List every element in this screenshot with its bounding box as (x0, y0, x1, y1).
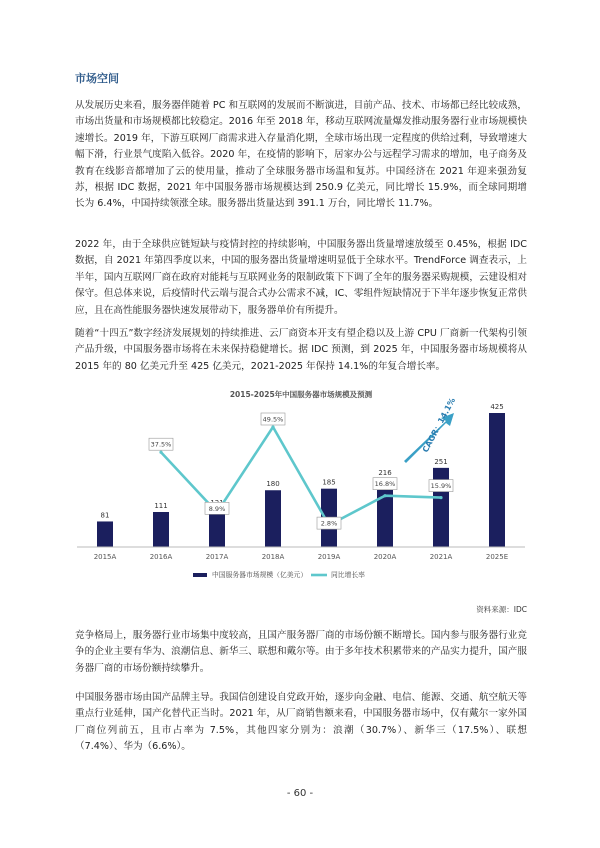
paragraph-forecast: 随着“十四五”数字经济发展规划的持续推进、云厂商资本开支有望企稳以及上游 CPU 厂商新一代架构引领产品升级，中国服务器市场将在未来保持稳健增长。据 IDC 预测，到 2025 年，中国服务器市场规模将从 2015 年的 80 亿美元升至 425 亿美元，2021-2025 年保持 14.1%的年复合增长率。 (75, 328, 527, 372)
bar-2015A (97, 521, 113, 547)
bar-label-2019A: 185 (322, 478, 336, 487)
growth-point-2021A (439, 496, 442, 499)
growth-label-2016A: 37.5% (150, 440, 172, 449)
bar-2016A (153, 512, 169, 547)
bar-2025E (489, 413, 505, 547)
growth-label-2020A: 16.8% (374, 480, 396, 489)
x-tick-2020A: 2020A (373, 553, 397, 561)
bar-label-2025E: 425 (490, 403, 504, 411)
x-tick-2018A: 2018A (261, 553, 285, 561)
bar-label-2016A: 111 (154, 502, 168, 511)
legend-label-line: 同比增长率 (331, 571, 365, 579)
paragraph-history: 从发展历史来看，服务器伴随着 PC 和互联网的发展而不断演进，目前产品、技术、市场都已经比较成熟，市场出货量和市场规模都比较稳定。2016 年至 2018 年，移动互联网流量爆发推动服务器行业市场规模快速增长。2019 年，下游互联网厂商需求进入存量消化期，全球市场出现一定程度的供给过剩，导致增速大幅下滑，行业景气度陷入低谷。2020 年，在疫情的影响下，居家办公与远程学习需求的增加，电子商务及教育在线影音都增加了云的使用量，推动了全球服务器市场温和复苏。中国经济在 2021 年迎来强劲复苏，根据 IDC 数据，2021 年中国服务器市场规模达到 250.9 亿美元，同比增长 15.9%，而全球同期增长为 6.4%，中国持续领涨全球。服务器出货量达到 391.1 万台，同比增长 11.7%。 (75, 100, 527, 210)
bar-label-2018A: 180 (266, 480, 280, 489)
bar-label-2021A: 251 (434, 457, 448, 466)
growth-label-2021A: 15.9% (430, 482, 452, 491)
bar-label-2015A: 81 (100, 511, 110, 520)
legend-label-bar: 中国服务器市场规模（亿美元） (212, 571, 308, 579)
growth-point-2018A (271, 425, 274, 428)
x-tick-2025E: 2025E (485, 553, 509, 561)
x-tick-2016A: 2016A (149, 553, 173, 561)
bar-label-2020A: 216 (378, 468, 392, 477)
x-tick-2019A: 2019A (317, 553, 341, 561)
growth-label-2019A: 2.8% (320, 519, 338, 528)
chart-svg (75, 385, 527, 590)
chart-title: 2015-2025年中国服务器市场规模及预测 (229, 390, 373, 399)
growth-label-2018A: 49.5% (262, 415, 284, 424)
x-tick-2015A: 2015A (93, 553, 117, 561)
market-size-chart (75, 385, 527, 590)
paragraph-competition: 竞争格局上，服务器行业市场集中度较高，且国产服务器厂商的市场份额不断增长。国内参与服务器行业竞争的企业主要有华为、浪潮信息、新华三、联想和戴尔等。由于多年技术积累带来的产品实力提升，国产服务器厂商的市场份额持续攀升。 (75, 630, 527, 674)
growth-label-2017A: 8.9% (208, 504, 226, 513)
paragraph-2022: 2022 年，由于全球供应链短缺与疫情封控的持续影响，中国服务器出货量增速放缓至 0.45%，根据 IDC 数据，自 2021 年第四季度以来，中国的服务器出货量增速明显低于全球水平。TrendForce 调查表示，上半年，国内互联网厂商在政府对能耗与互联网业务的限制政策下下调了全年的服务器采购规模，云建设相对保守。但总体来说，后疫情时代云端与混合式办公需求不减，IC、零组件短缺情况于下半年逐步恢复正常供应，且在高性能服务器快速发展带动下，服务器单价有所提升。 (75, 239, 527, 316)
growth-rate-line (161, 427, 441, 525)
cagr-annotation: CAGR：14.1% (420, 396, 458, 454)
legend-swatch-bar (193, 573, 207, 577)
growth-point-2016A (159, 451, 162, 454)
page-number: - 60 - (286, 788, 314, 799)
bar-2018A (265, 490, 281, 547)
x-tick-2021A: 2021A (429, 553, 453, 561)
section-title: 市场空间 (75, 72, 119, 85)
x-tick-2017A: 2017A (205, 553, 229, 561)
source-note: 资料来源：IDC (476, 605, 527, 614)
growth-point-2020A (383, 494, 386, 497)
paragraph-domestic-brands: 中国服务器市场由国产品牌主导。我国信创建设自党政开始，逐步向金融、电信、能源、交通、航空航天等重点行业延伸，国产化替代正当时。2021 年，从厂商销售额来看，中国服务器市场中，仅有戴尔一家外国厂商位列前五，且市占率为 7.5%，其他四家分别为：浪潮（30.7%）、新华三（17.5%）、联想（7.4%）、华为（6.6%）。 (75, 692, 527, 753)
